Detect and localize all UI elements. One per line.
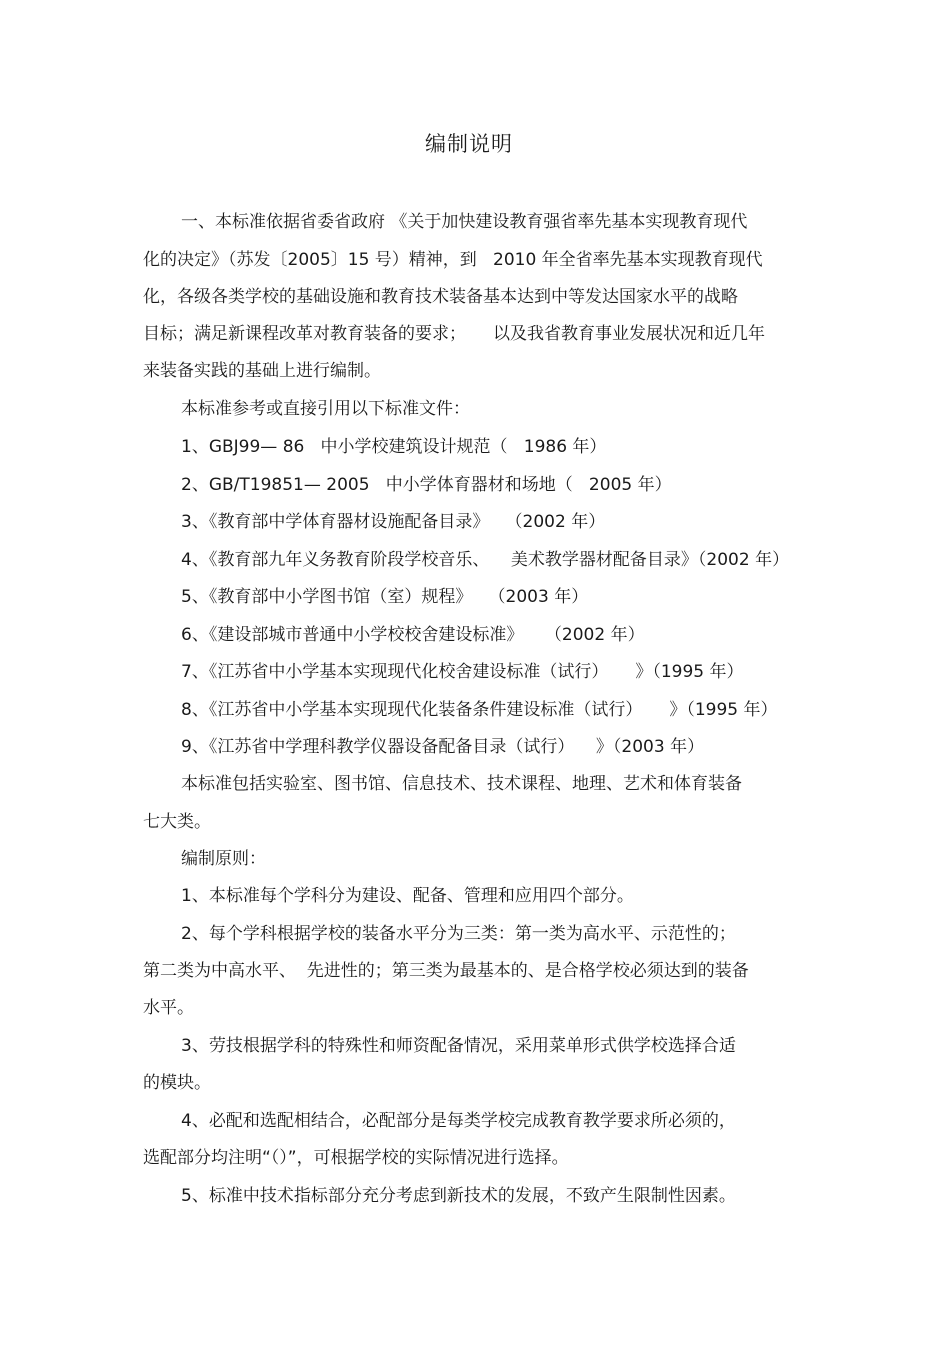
reference-item: 8、《江苏省中小学基本实现现代化装备条件建设标准（试行） 》（1995 年） [181, 700, 778, 720]
paragraph-line: 七大类。 [143, 812, 211, 832]
section-heading: 编制原则： [181, 849, 266, 869]
reference-item: 4、《教育部九年义务教育阶段学校音乐、 美术教学器材配备目录》（2002 年） [181, 550, 790, 570]
reference-item: 5、《教育部中小学图书馆（室）规程》 （2003 年） [181, 587, 589, 607]
paragraph-line: 目标；满足新课程改革对教育装备的要求； 以及我省教育事业发展状况和近几年 [143, 324, 766, 344]
reference-item: 7、《江苏省中小学基本实现现代化校舍建设标准（试行） 》（1995 年） [181, 662, 744, 682]
reference-item: 2、GB/T19851— 2005 中小学体育器材和场地（ 2005 年） [181, 475, 672, 495]
paragraph-line: 化，各级各类学校的基础设施和教育技术装备基本达到中等发达国家水平的战略 [143, 287, 738, 307]
principle-item-continuation: 的模块。 [143, 1073, 211, 1093]
principle-item-continuation: 水平。 [143, 998, 194, 1018]
principle-item: 3、劳技根据学科的特殊性和师资配备情况，采用菜单形式供学校选择合适 [181, 1036, 736, 1056]
document-title: 编制说明 [425, 132, 513, 156]
reference-item: 9、《江苏省中学理科教学仪器设备配备目录（试行） 》（2003 年） [181, 737, 705, 757]
principle-item-continuation: 第二类为中高水平、 先进性的；第三类为最基本的、是合格学校必须达到的装备 [143, 961, 749, 981]
paragraph-line: 本标准包括实验室、图书馆、信息技术、技术课程、地理、艺术和体育装备 [181, 774, 742, 794]
reference-item: 3、《教育部中学体育器材设施配备目录》 （2002 年） [181, 512, 606, 532]
reference-item: 6、《建设部城市普通中小学校校舍建设标准》 （2002 年） [181, 625, 645, 645]
paragraph-line: 一、本标准依据省委省政府 《关于加快建设教育强省率先基本实现教育现代 [181, 212, 748, 232]
principle-item-continuation: 选配部分均注明“（）”，可根据学校的实际情况进行选择。 [143, 1148, 569, 1168]
paragraph-line: 来装备实践的基础上进行编制。 [143, 361, 381, 381]
reference-item: 1、GBJ99— 86 中小学校建筑设计规范（ 1986 年） [181, 437, 607, 457]
principle-item: 5、标准中技术指标部分充分考虑到新技术的发展，不致产生限制性因素。 [181, 1186, 736, 1206]
principle-item: 1、本标准每个学科分为建设、配备、管理和应用四个部分。 [181, 886, 634, 906]
principle-item: 4、必配和选配相结合，必配部分是每类学校完成教育教学要求所必须的， [181, 1111, 736, 1131]
principle-item: 2、每个学科根据学校的装备水平分为三类：第一类为高水平、示范性的； [181, 924, 736, 944]
paragraph-line: 本标准参考或直接引用以下标准文件： [181, 399, 470, 419]
paragraph-line: 化的决定》（苏发〔2005〕15 号）精神，到 2010 年全省率先基本实现教育现代 [143, 250, 763, 270]
